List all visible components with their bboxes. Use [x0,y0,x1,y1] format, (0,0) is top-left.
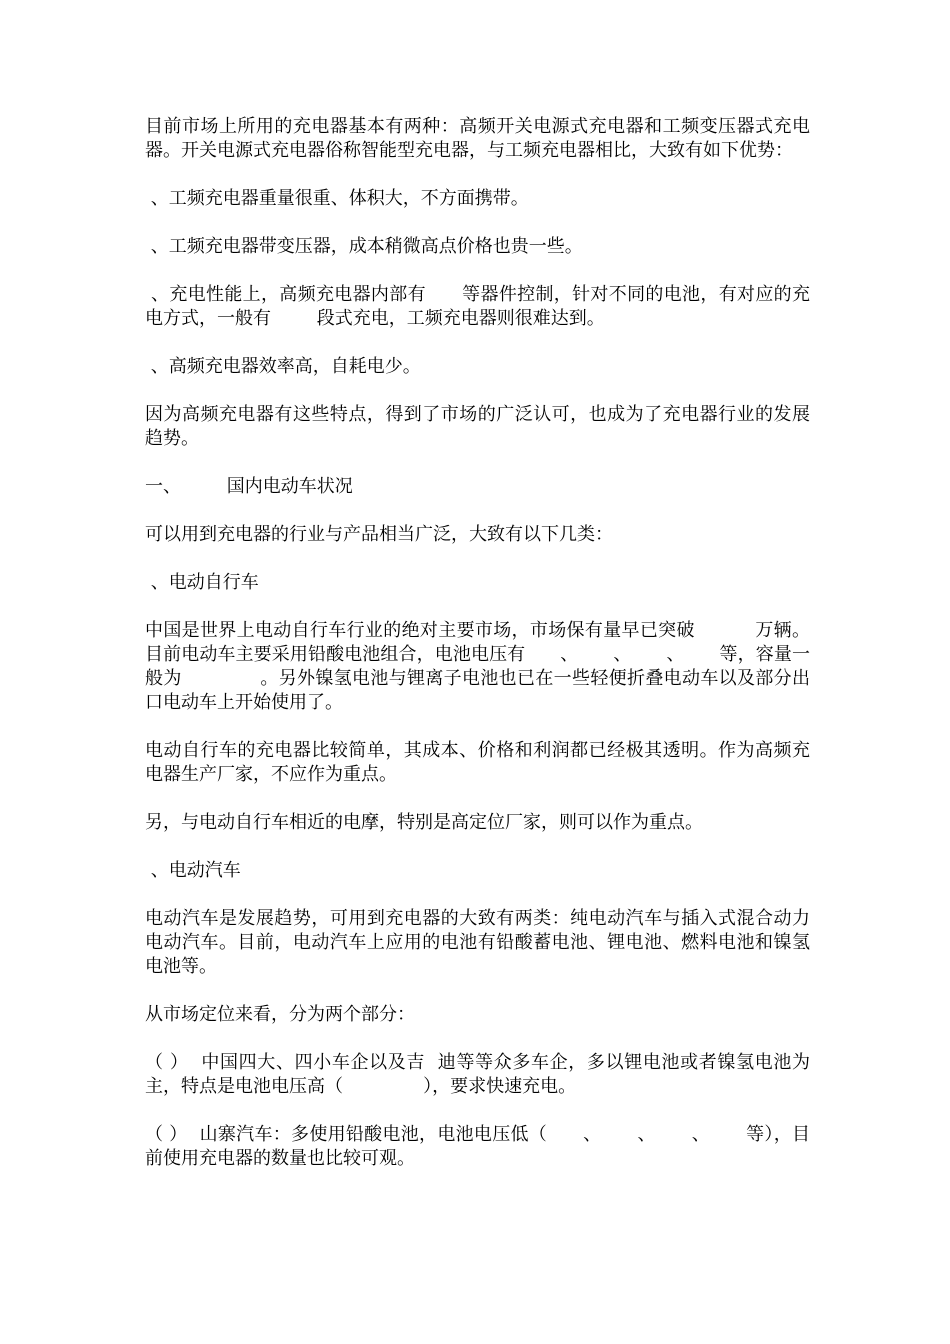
e-bike-charger-paragraph: 电动自行车的充电器比较简单，其成本、价格和利润都已经极其透明。作为高频充电器生产厂家，不应作为重点。 [145,740,810,785]
summary-paragraph: 因为高频充电器有这些特点，得到了市场的广泛认可，也成为了充电器行业的发展趋势。 [145,404,810,449]
subheading-e-bike: 、电动自行车 [145,572,259,593]
intro-paragraph: 目前市场上所用的充电器基本有两种：高频开关电源式充电器和工频变压器式充电器。开关电源式充电器俗称智能型充电器，与工频充电器相比，大致有如下优势： [145,116,810,161]
industry-intro-paragraph: 可以用到充电器的行业与产品相当广泛，大致有以下几类： [145,524,613,545]
advantage-item-3: 、充电性能上，高频充电器内部有 等器件控制，针对不同的电池，有对应的充电方式，一般有 段式充电，工频充电器则很难达到。 [145,284,810,329]
section-heading: 一、 国内电动车状况 [145,476,353,497]
market-part-1: （ ） 中国四大、四小车企以及吉 迪等等众多车企，多以锂电池或者镍氢电池为主，特点是电池电压高（ ），要求快速充电。 [145,1052,810,1097]
document-page [145,115,810,1195]
e-moto-paragraph: 另，与电动自行车相近的电摩，特别是高定位厂家，则可以作为重点。 [145,812,703,833]
market-part-2: （ ） 山寨汽车：多使用铅酸电池，电池电压低（ 、 、 、 等），目前使用充电器的数量也比较可观。 [145,1124,810,1169]
advantage-item-2: 、工频充电器带变压器，成本稍微高点价格也贵一些。 [145,236,583,257]
advantage-item-4: 、高频充电器效率高，自耗电少。 [145,356,421,377]
subheading-ev: 、电动汽车 [145,860,241,881]
ev-paragraph: 电动汽车是发展趋势，可用到充电器的大致有两类：纯电动汽车与插入式混合动力电动汽车。目前，电动汽车上应用的电池有铅酸蓄电池、锂电池、燃料电池和镍氢电池等。 [145,908,810,977]
advantage-item-1: 、工频充电器重量很重、体积大，不方面携带。 [145,188,529,209]
market-position-paragraph: 从市场定位来看，分为两个部分： [145,1004,415,1025]
e-bike-paragraph: 中国是世界上电动自行车行业的绝对主要市场，市场保有量早已突破 万辆。目前电动车主要采用铅酸电池组合，电池电压有 、 、 、 等，容量一般为 。另外镍氢电池与锂离子电池也已在一些轻便折叠电动车以及部分出口电动车上开始使用了。 [145,620,810,713]
